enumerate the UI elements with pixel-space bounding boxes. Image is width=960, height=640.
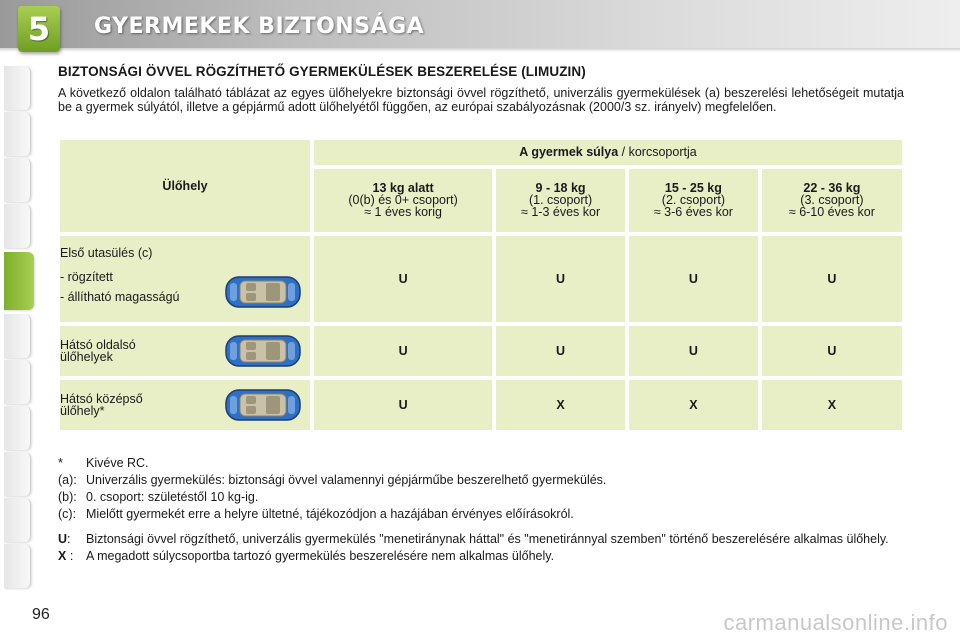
- weight-header: [314, 140, 902, 165]
- chapter-tab[interactable]: [4, 498, 31, 542]
- seat-row-label: [60, 326, 310, 376]
- car-seat-diagram-icon: [224, 387, 302, 423]
- car-seat-diagram-icon: [224, 274, 302, 310]
- group-name: (2. csoport): [661, 193, 725, 208]
- legend-separator: :: [67, 532, 71, 546]
- seat-header: Ülőhely: [60, 140, 310, 232]
- footnote-text: Mielőtt gyermekét erre a helyre ültetné, tájékozódjon a hazájában érvényes előírásokról.: [86, 507, 574, 521]
- group-column-header: [314, 169, 492, 232]
- legend-entry: [58, 549, 908, 564]
- compatibility-cell: X: [496, 380, 625, 430]
- group-weight: 13 kg alatt: [372, 181, 434, 196]
- footnote: [58, 507, 908, 522]
- chapter-tab[interactable]: [4, 452, 31, 496]
- compatibility-cell: U: [314, 236, 492, 322]
- chapter-tab[interactable]: [4, 314, 31, 358]
- car-seat-diagram-icon: [224, 333, 302, 369]
- compatibility-cell: U: [762, 236, 902, 322]
- seat-label: ülőhelyek: [60, 350, 113, 364]
- footnotes: [58, 456, 908, 566]
- group-column-header: [762, 169, 902, 232]
- group-weight: 22 - 36 kg: [803, 181, 861, 196]
- section-title: BIZTONSÁGI ÖVVEL RÖGZÍTHETŐ GYERMEKÜLÉSEK BESZERELÉSE (LIMUZIN): [58, 64, 586, 79]
- legend-key: [58, 549, 86, 564]
- footnote: [58, 490, 908, 505]
- chapter-tab[interactable]: [4, 112, 31, 156]
- group-name: (1. csoport): [528, 193, 593, 208]
- chapter-number-badge: 5: [18, 6, 60, 52]
- group-age: ≈ 6-10 éves kor: [788, 205, 875, 220]
- seat-label: Hátsó középső: [60, 392, 143, 406]
- intro-paragraph: A következő oldalon található táblázat az egyes ülőhelyekre biztonsági övvel rögzíthető, univerzális gyermekülések (a) beszerelési lehetőségeit mutatja be a gyermek súlyától, illetve a gépjármű adott ülőhelyétől függően, az európai szabályozásnak (2000/3 sz. irányelv) megfelelően.: [58, 86, 904, 114]
- compatibility-cell: U: [629, 236, 758, 322]
- side-chapter-tabs: [0, 60, 34, 580]
- group-age: ≈ 3-6 éves kor: [653, 205, 733, 220]
- footnote-text: Kivéve RC.: [86, 456, 149, 470]
- footnote: [58, 456, 908, 471]
- chapter-tab[interactable]: [4, 360, 31, 404]
- compatibility-cell: U: [496, 326, 625, 376]
- chapter-tab[interactable]: [4, 544, 31, 588]
- chapter-tab-active[interactable]: [4, 252, 34, 310]
- group-age: ≈ 1-3 éves kor: [521, 205, 601, 220]
- footnote: [58, 473, 908, 488]
- compatibility-cell: U: [314, 380, 492, 430]
- chapter-title: GYERMEKEK BIZTONSÁGA: [94, 14, 425, 39]
- compatibility-cell: X: [762, 380, 902, 430]
- legend-symbol: U: [58, 532, 68, 546]
- child-seat-table: [56, 136, 906, 434]
- compatibility-cell: U: [496, 236, 625, 322]
- seat-sub-option: - rögzített: [60, 270, 113, 284]
- legend-key: [58, 532, 86, 547]
- weight-header-rest: / korcsoportja: [618, 145, 697, 160]
- compatibility-cell: X: [629, 380, 758, 430]
- group-name: (3. csoport): [800, 193, 864, 208]
- chapter-tab[interactable]: [4, 66, 31, 110]
- footnote-key: (b):: [58, 490, 77, 504]
- seat-row-label: [60, 236, 310, 322]
- group-weight: 15 - 25 kg: [664, 181, 722, 196]
- seat-label: Hátsó oldalsó: [60, 338, 136, 352]
- page-number: 96: [32, 606, 50, 623]
- compatibility-cell: U: [629, 326, 758, 376]
- watermark: carmanualsonline.info: [723, 610, 948, 635]
- group-age: ≈ 1 éves korig: [364, 205, 442, 220]
- seat-label: Első utasülés (c): [60, 246, 153, 260]
- compatibility-cell: U: [762, 326, 902, 376]
- header-shadow: [0, 48, 960, 52]
- footnote-text: Univerzális gyermekülés: biztonsági övvel valamennyi gépjárműbe beszerelhető gyermekülés.: [86, 473, 607, 487]
- group-name: (0(b) és 0+ csoport): [348, 193, 458, 208]
- legend-text: A megadott súlycsoportba tartozó gyermekülés beszerelésére nem alkalmas ülőhely.: [86, 549, 555, 563]
- chapter-tab[interactable]: [4, 406, 31, 450]
- chapter-tab[interactable]: [4, 204, 31, 248]
- chapter-tab[interactable]: [4, 158, 31, 202]
- footnote-key: (a):: [58, 473, 77, 487]
- footnote-key: (c):: [58, 507, 77, 521]
- legend-separator: :: [69, 549, 74, 563]
- group-column-header: [496, 169, 625, 232]
- compatibility-cell: U: [314, 326, 492, 376]
- seat-row-label: [60, 380, 310, 430]
- weight-header-bold: A gyermek súlya: [519, 145, 619, 160]
- group-weight: 9 - 18 kg: [535, 181, 586, 196]
- legend-symbol: X: [58, 549, 67, 563]
- group-column-header: [629, 169, 758, 232]
- seat-label: ülőhely*: [60, 404, 105, 418]
- footnote-text: 0. csoport: születéstől 10 kg-ig.: [86, 490, 259, 504]
- legend-entry: [58, 532, 908, 547]
- footnote-key: *: [58, 456, 63, 470]
- seat-sub-option: - állítható magasságú: [60, 290, 180, 304]
- legend-text: Biztonsági övvel rögzíthető, univerzális gyermekülés "menetiránynak háttal" és "menetiránnyal szemben" történő beszerelésére alkalmas ülőhely.: [86, 532, 889, 546]
